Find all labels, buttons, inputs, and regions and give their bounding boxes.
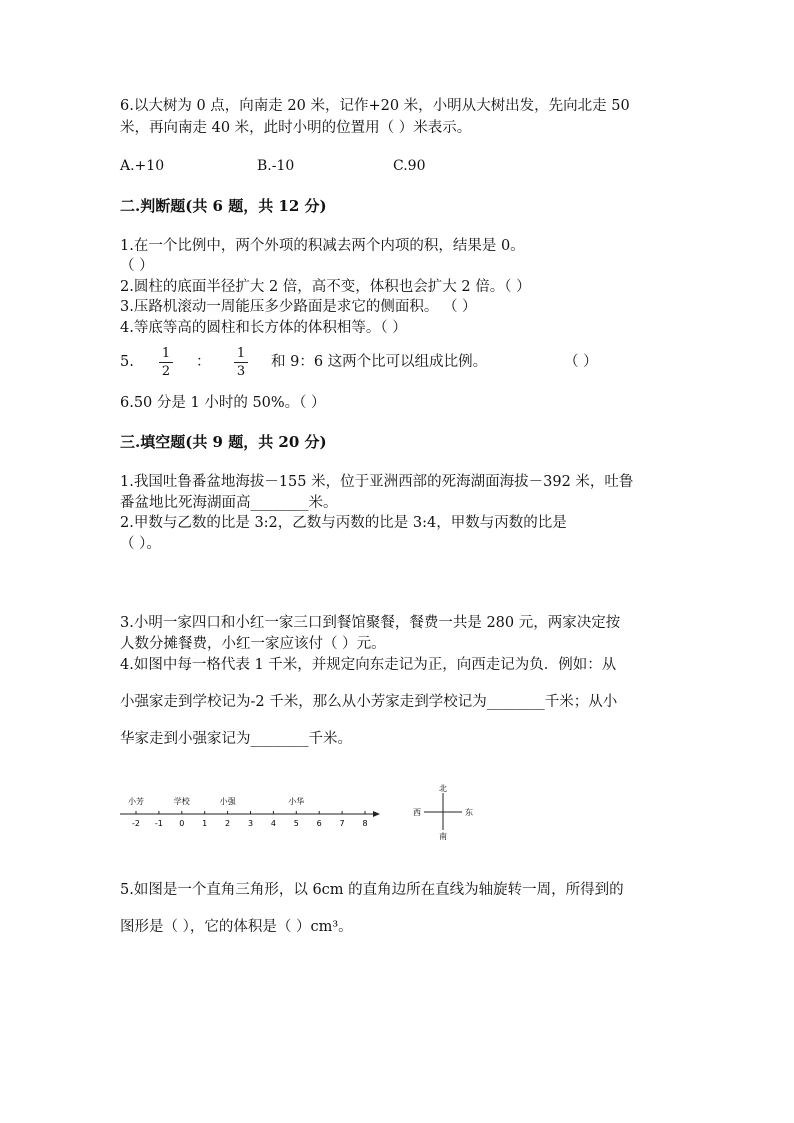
number-line-tick-label: 1	[202, 819, 208, 828]
number-line-tick-label: 0	[179, 819, 185, 828]
judge-q3: 3.压路机滚动一周能压多少路面是求它的侧面积。 （ ）	[120, 299, 477, 315]
judge-q4: 4.等底等高的圆柱和长方体的体积相等。（ ）	[120, 320, 407, 336]
judge-q1-line1: 1.在一个比例中，两个外项的积减去两个内项的积，结果是 0。	[120, 238, 525, 254]
compass-west-label: 西	[413, 808, 421, 817]
number-line-tick-label: 3	[247, 819, 254, 828]
number-line-tick-label: -1	[154, 819, 163, 828]
number-line-tick-label: 5	[293, 819, 299, 828]
fill-q5-line1: 5.如图是一个直角三角形，以 6cm 的直角边所在直线为轴旋转一周，所得到的	[120, 882, 624, 898]
fraction-numerator: 1	[159, 346, 173, 363]
compass-north-label: 北	[439, 784, 447, 793]
fill-q1-line2: 番盆地比死海湖面高________米。	[120, 495, 338, 511]
judge-q5-text: 和 9：6 这两个比可以组成比例。	[271, 354, 488, 370]
judge-q5-prefix: 5.	[120, 354, 134, 370]
fraction-one-third	[234, 346, 248, 379]
option-a: A.+10	[120, 158, 165, 174]
option-b: B.-10	[257, 158, 295, 174]
number-line-tick-label: 4	[270, 819, 276, 828]
judge-q2: 2.圆柱的底面半径扩大 2 倍，高不变，体积也会扩大 2 倍。（ ）	[120, 279, 531, 295]
number-line-place-label: 小华	[288, 797, 305, 806]
number-line-tick-label: -2	[132, 819, 140, 828]
section-heading-fill-blank: 三.填空题(共 9 题，共 20 分)	[120, 433, 327, 451]
section-heading-judgment: 二.判断题(共 6 题，共 12 分)	[120, 197, 327, 215]
fill-q3-line1: 3.小明一家四口和小红一家三口到餐馆聚餐，餐费一共是 280 元，两家决定按	[120, 615, 621, 631]
fill-q3-line2: 人数分摊餐费，小红一家应该付（ ）元。	[120, 636, 386, 652]
compass-south-label: 南	[439, 832, 447, 841]
judge-q5-answer-paren: （ ）	[564, 354, 598, 370]
fill-q2-line2: （ ）。	[120, 536, 161, 552]
number-line-place-label: 小芳	[128, 797, 144, 806]
number-line-tick-label: 2	[225, 819, 231, 828]
number-line-tick-label: 6	[316, 819, 322, 828]
option-c: C.90	[393, 158, 426, 174]
judge-q6: 6.50 分是 1 小时的 50%。（ ）	[120, 395, 326, 411]
fill-q5-line2: 图形是（ ），它的体积是（ ）cm³。	[120, 919, 353, 935]
compass-east-label: 东	[465, 808, 473, 817]
fraction-one-half	[159, 346, 173, 379]
fill-q4-line2: 小强家走到学校记为-2 千米，那么从小芳家走到学校记为________千米；从小	[120, 694, 618, 710]
fill-q1-line1: 1.我国吐鲁番盆地海拔－155 米，位于亚洲西部的死海湖面海拔－392 米，吐鲁	[120, 474, 634, 490]
judge-q1-answer-paren: （ ）	[120, 258, 154, 274]
fill-q4-line1: 4.如图中每一格代表 1 千米，并规定向东走记为正，向西走记为负．例如：从	[120, 657, 617, 673]
mc-q6-line1: 6.以大树为 0 点，向南走 20 米，记作+20 米，小明从大树出发，先向北走 50	[120, 98, 630, 114]
fill-q4-line3: 华家走到小强家记为________千米。	[120, 731, 352, 747]
number-line-tick-label: 8	[362, 819, 368, 828]
compass-figure	[405, 780, 485, 842]
fraction-numerator: 1	[234, 346, 248, 363]
number-line-place-label: 小强	[219, 797, 236, 806]
fill-q2-line1: 2.甲数与乙数的比是 3:2，乙数与丙数的比是 3:4，甲数与丙数的比是	[120, 515, 567, 531]
number-line-tick-label: 7	[339, 819, 345, 828]
fraction-denominator: 2	[161, 364, 171, 379]
fraction-denominator: 3	[236, 364, 246, 379]
ratio-colon: ：	[196, 354, 211, 370]
mc-q6-line2: 米，再向南走 40 米，此时小明的位置用（ ）米表示。	[120, 120, 472, 136]
number-line-arrow	[373, 811, 380, 817]
number-line-place-label: 学校	[173, 797, 190, 806]
